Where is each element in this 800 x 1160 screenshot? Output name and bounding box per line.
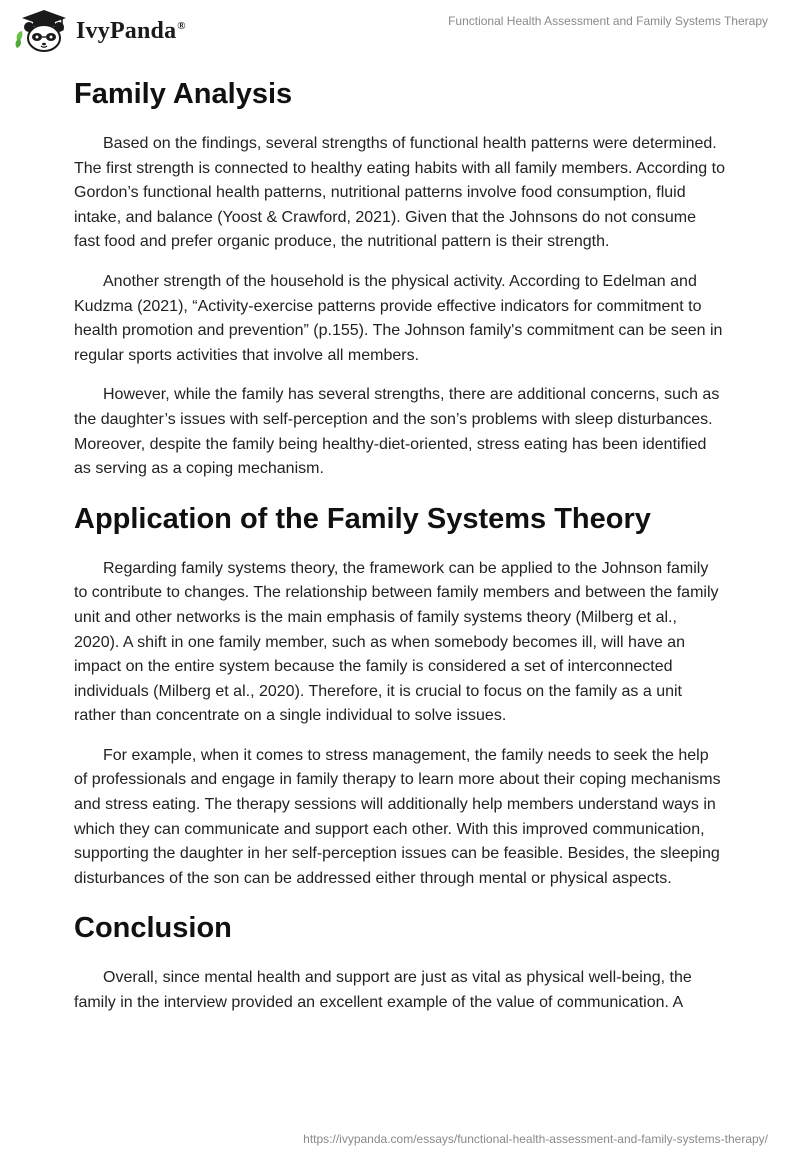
paragraph: Overall, since mental health and support are just as vital as physical well-being, the family in the interview provided an excellent example of the value of communication. A xyxy=(74,969,692,1012)
paragraph: However, while the family has several strengths, there are additional concerns, such as the daughter’s issues with self-perception and the son’s problems with sleep disturbances. Moreover, despite the family being healthy-diet-oriented, stress eating has been identified as serving as a coping mechanism. xyxy=(74,386,720,478)
paragraph: Regarding family systems theory, the framework can be applied to the Johnson family to contribute to changes. The relationship between family members and between the family unit and other networks is the main emphasis of family systems theory (Milberg et al., 2020). A shift in one family member, such as when somebody becomes ill, will have an impact on the entire system because the family is considered a set of interconnected individuals (Milberg et al., 2020). Therefore, it is crucial to focus on the family as a unit rather than concentrate on a single individual to solve issues. xyxy=(74,559,719,725)
paragraph: Another strength of the household is the physical activity. According to Edelman and Kudzma (2021), “Activity-exercise patterns provide effective indicators for commitment to health promotion and prevention” (p.155). The Johnson family's commitment can be seen in regular sports activities that involve all members. xyxy=(74,272,723,364)
paragraph: Based on the findings, several strengths of functional health patterns were determined. The first strength is connected to healthy eating habits with all family members. According to Gordon’s functional health patterns, nutritional patterns involve food consumption, fluid intake, and balance (Yoost & Crawford, 2021). Given that the Johnsons do not consume fast food and prefer organic produce, the nutritional pattern is their strength. xyxy=(74,135,725,251)
source-url[interactable]: https://ivypanda.com/essays/functional-health-assessment-and-family-systems-therapy/ xyxy=(303,1132,768,1146)
heading-conclusion: Conclusion xyxy=(74,912,232,945)
heading-application: Application of the Family Systems Theory xyxy=(74,502,651,535)
registered-mark: ® xyxy=(177,19,186,32)
document-title: Functional Health Assessment and Family Systems Therapy xyxy=(448,14,768,28)
paragraph: For example, when it comes to stress management, the family needs to seek the help of professionals and engage in family therapy to learn more about their coping mechanisms and stress eating. The therapy sessions will additionally help members understand ways in which they can communicate and support each other. With this improved communication, supporting the daughter in her self-perception issues can be feasible. Besides, the sleeping disturbances of the son can be addressed either through mental or physical aspects. xyxy=(74,746,721,887)
ivypanda-logo[interactable] xyxy=(14,8,186,54)
panda-graduate-icon xyxy=(14,8,70,54)
brand-name: IvyPanda® xyxy=(76,17,186,44)
page-header xyxy=(0,0,800,60)
heading-family-analysis: Family Analysis xyxy=(74,78,293,110)
essay-body xyxy=(74,68,726,1031)
